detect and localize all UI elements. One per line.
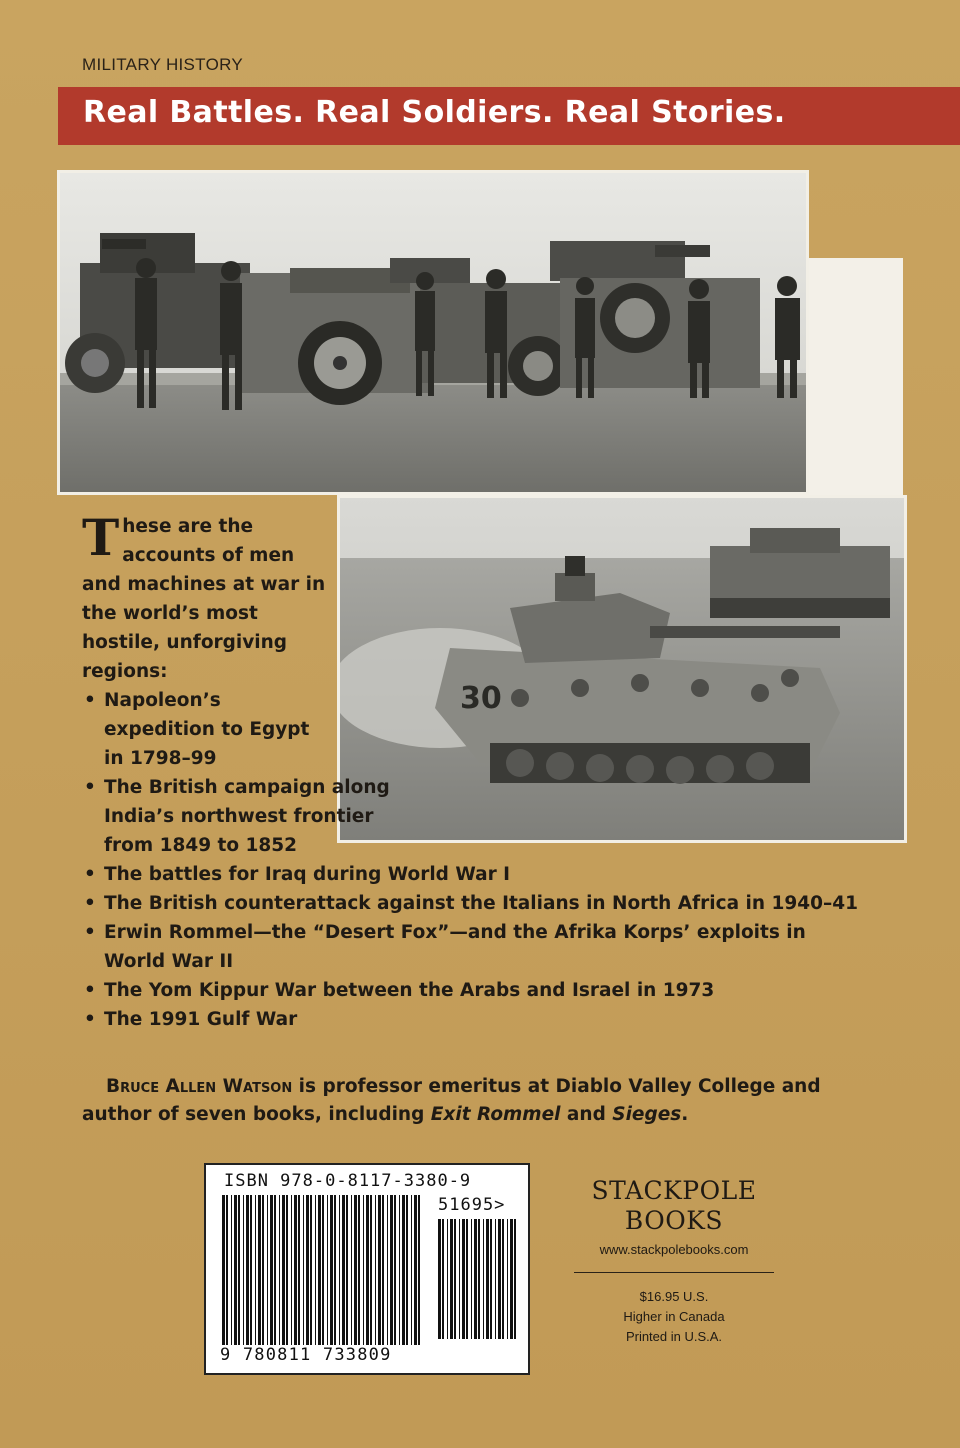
barcode-bar bbox=[495, 1219, 496, 1339]
barcode-bar bbox=[514, 1219, 516, 1339]
barcode-bar bbox=[234, 1195, 237, 1345]
list-item: • The 1991 Gulf War bbox=[82, 1005, 882, 1034]
barcode-bar bbox=[411, 1195, 412, 1345]
barcode-bar bbox=[483, 1219, 484, 1339]
publisher-name-line2: BOOKS bbox=[624, 1206, 724, 1235]
tank-number: 30 bbox=[460, 681, 502, 716]
barcode-bar bbox=[270, 1195, 273, 1345]
barcode-bar bbox=[390, 1195, 393, 1345]
barcode-bar bbox=[334, 1195, 336, 1345]
barcode-bar bbox=[306, 1195, 309, 1345]
bullet-icon: • bbox=[84, 922, 96, 943]
barcode-bar bbox=[375, 1195, 376, 1345]
barcode-bar bbox=[402, 1195, 405, 1345]
isbn: ISBN 978-0-8117-3380-9 bbox=[224, 1171, 472, 1191]
barcode-bar bbox=[267, 1195, 268, 1345]
barcode-bar bbox=[354, 1195, 357, 1345]
barcode-bar bbox=[351, 1195, 352, 1345]
barcode-bar bbox=[279, 1195, 280, 1345]
barcode-bar bbox=[358, 1195, 360, 1345]
list-item: • The Yom Kippur War between the Arabs and Israel in 1973 bbox=[82, 976, 882, 1005]
barcode-bar bbox=[478, 1219, 480, 1339]
barcode-bar bbox=[474, 1219, 477, 1339]
barcode-bar bbox=[243, 1195, 244, 1345]
tagline-banner bbox=[58, 87, 960, 145]
bullet-icon: • bbox=[84, 1009, 96, 1030]
barcode-bar bbox=[226, 1195, 228, 1345]
bullet-icon: • bbox=[84, 777, 96, 798]
intro-text: hese are the accounts of men and machines at war in the world’s most hostile, unforgiving regions: bbox=[82, 516, 326, 682]
series-label: MILITARY HISTORY bbox=[82, 55, 243, 74]
barcode-bar bbox=[502, 1219, 504, 1339]
barcode-bar bbox=[414, 1195, 417, 1345]
barcode-bar bbox=[294, 1195, 297, 1345]
barcode-bar bbox=[346, 1195, 348, 1345]
barcode-bar bbox=[466, 1219, 468, 1339]
bullet-icon: • bbox=[84, 864, 96, 885]
publisher-block bbox=[574, 1176, 774, 1347]
price-code: 51695> bbox=[438, 1195, 506, 1215]
barcode-bar bbox=[318, 1195, 321, 1345]
barcode-bar bbox=[315, 1195, 316, 1345]
bullet-icon: • bbox=[84, 980, 96, 1001]
publisher-name-line1: STACKPOLE bbox=[591, 1176, 757, 1205]
list-item: • The battles for Iraq during World War I bbox=[82, 860, 882, 889]
tagline-text: Real Battles. Real Soldiers. Real Stories. bbox=[83, 95, 786, 130]
bio-text: . bbox=[681, 1104, 689, 1125]
barcode-bar bbox=[462, 1219, 465, 1339]
barcode-bar bbox=[363, 1195, 364, 1345]
author-bio bbox=[82, 1073, 882, 1129]
barcode-bar bbox=[471, 1219, 472, 1339]
author-name: Bruce Allen Watson bbox=[106, 1076, 293, 1097]
armored-cars-illustration bbox=[60, 173, 806, 492]
barcode-bar bbox=[447, 1219, 448, 1339]
barcode-bar bbox=[387, 1195, 388, 1345]
barcode-bar bbox=[222, 1195, 225, 1345]
publisher-url: www.stackpolebooks.com bbox=[599, 1242, 749, 1257]
photo-border-extension bbox=[800, 258, 903, 495]
barcode-bar bbox=[322, 1195, 324, 1345]
barcode-bar bbox=[298, 1195, 300, 1345]
barcode-bar bbox=[262, 1195, 264, 1345]
barcode-bar bbox=[250, 1195, 252, 1345]
barcode-bar bbox=[327, 1195, 328, 1345]
barcode-bar bbox=[370, 1195, 372, 1345]
ean-barcode bbox=[222, 1195, 422, 1345]
list-item: • The British campaign along India’s northwest frontier from 1849 to 1852 bbox=[82, 773, 404, 860]
barcode-bar bbox=[291, 1195, 292, 1345]
barcode-bar bbox=[274, 1195, 276, 1345]
barcode-bar bbox=[399, 1195, 400, 1345]
barcode-bar bbox=[459, 1219, 460, 1339]
drop-cap: T bbox=[82, 508, 120, 567]
price-us: $16.95 U.S. bbox=[639, 1289, 709, 1304]
armored-cars-photo bbox=[57, 170, 809, 495]
addon-barcode bbox=[438, 1219, 518, 1339]
ean-digits: 9 780811 733809 bbox=[220, 1345, 392, 1365]
barcode-bar bbox=[394, 1195, 396, 1345]
barcode-bar bbox=[282, 1195, 285, 1345]
barcode-bar bbox=[418, 1195, 420, 1345]
price-canada: Higher in Canada bbox=[623, 1309, 725, 1324]
barcode-bar bbox=[255, 1195, 256, 1345]
intro-paragraph bbox=[82, 508, 332, 686]
barcode-bar bbox=[286, 1195, 288, 1345]
barcode-bar bbox=[330, 1195, 333, 1345]
barcode-bar bbox=[490, 1219, 492, 1339]
list-item: • Erwin Rommel—the “Desert Fox”—and the Afrika Korps’ exploits in World War II bbox=[82, 918, 849, 976]
barcode-bar bbox=[303, 1195, 304, 1345]
barcode-bar bbox=[246, 1195, 249, 1345]
barcode-bar bbox=[310, 1195, 312, 1345]
barcode-bar bbox=[231, 1195, 232, 1345]
barcode-bar bbox=[450, 1219, 453, 1339]
barcode-bar bbox=[438, 1219, 441, 1339]
barcode-bar bbox=[442, 1219, 444, 1339]
divider bbox=[574, 1272, 774, 1273]
printed-in: Printed in U.S.A. bbox=[625, 1329, 723, 1344]
bio-text: is professor emeritus at Diablo Valley College and author of seven books, including bbox=[82, 1076, 821, 1125]
barcode-bar bbox=[366, 1195, 369, 1345]
list-item: • Napoleon’s expedition to Egypt in 1798–99 bbox=[82, 686, 314, 773]
barcode-bar bbox=[498, 1219, 501, 1339]
barcode-bar bbox=[339, 1195, 340, 1345]
barcode-bar bbox=[382, 1195, 384, 1345]
barcode-bar bbox=[238, 1195, 240, 1345]
barcode-bar bbox=[406, 1195, 408, 1345]
barcode-bar bbox=[258, 1195, 261, 1345]
barcode-bar bbox=[454, 1219, 456, 1339]
barcode-bar bbox=[510, 1219, 513, 1339]
barcode-box bbox=[204, 1163, 530, 1375]
barcode-bar bbox=[378, 1195, 381, 1345]
bullet-icon: • bbox=[84, 690, 96, 711]
description bbox=[82, 508, 882, 1034]
barcode-bar bbox=[507, 1219, 508, 1339]
barcode-bar bbox=[486, 1219, 489, 1339]
book-title-exit-rommel: Exit Rommel bbox=[430, 1104, 561, 1125]
book-title-sieges: Sieges bbox=[612, 1104, 682, 1125]
campaign-list bbox=[82, 686, 882, 1034]
bullet-icon: • bbox=[84, 893, 96, 914]
list-item: • The British counterattack against the Italians in North Africa in 1940–41 bbox=[82, 889, 882, 918]
barcode-bar bbox=[342, 1195, 345, 1345]
bio-text: and bbox=[560, 1104, 613, 1125]
